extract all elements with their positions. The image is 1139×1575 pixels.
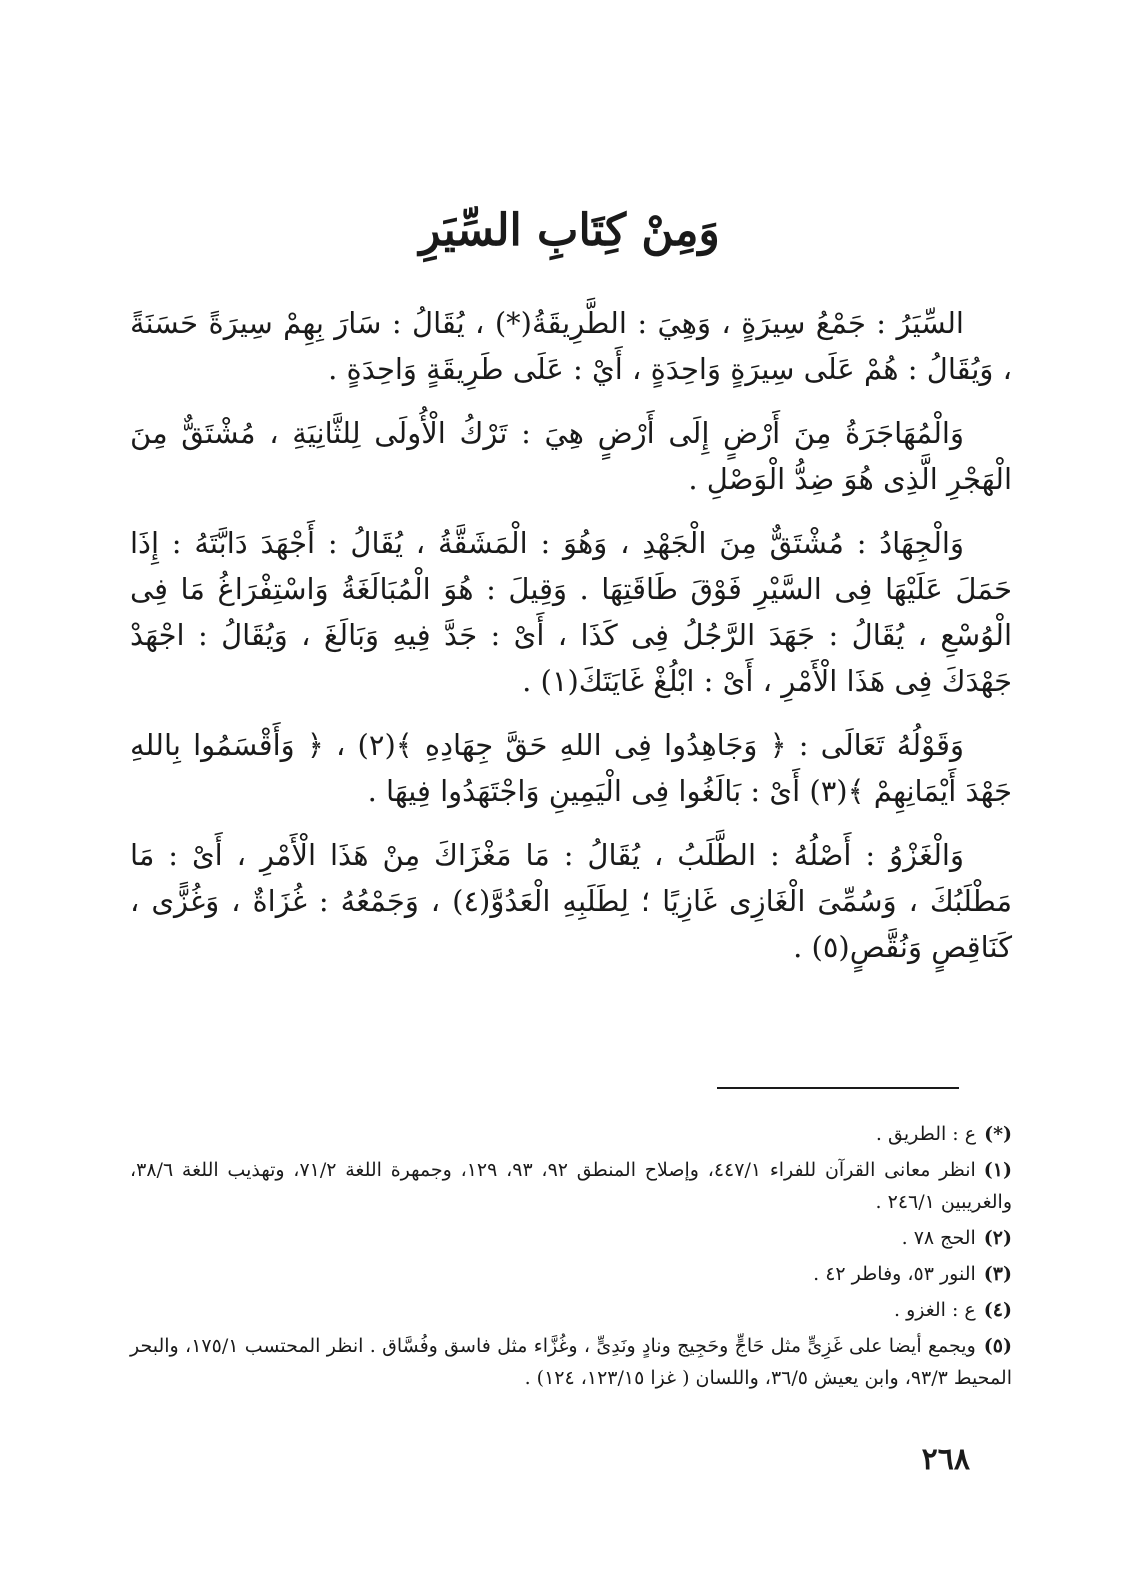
footnote-text: ع : الطريق . (875, 1123, 977, 1145)
paragraph-ghazw: وَالْغَزْوُ : أَصْلُهُ : الطَّلَبُ ، يُقَالُ : مَا مَغْزَاكَ مِنْ هَذَا الْأَمْرِ ، أَىْ : مَا مَطْلَبُكَ ، وَسُمِّىَ الْغَازِى غَازِيًا ؛ لِطَلَبِهِ الْعَدُوَّ(٤) ، وَجَمْعُهُ : غُزَاةٌ ، وَغُزًّى ، كَنَاقِصٍ وَنُقَّصٍ(٥) . (130, 838, 1013, 964)
footnote-item (130, 1330, 1012, 1394)
footnote-divider (717, 1087, 959, 1089)
chapter-title: وَمِنْ كِتَابِ السِّيَرِ (419, 205, 720, 256)
footnote-mark: (٥) (983, 1335, 1012, 1357)
page-number: ٢٦٨ (921, 1442, 970, 1477)
footnote-mark: (٣) (983, 1263, 1012, 1285)
footnote-item (130, 1294, 1012, 1326)
footnote-item (130, 1258, 1012, 1290)
paragraph-jihad: وَالْجِهَادُ : مُشْتَقٌّ مِنَ الْجَهْدِ ، وَهُوَ : الْمَشَقَّةُ ، يُقَالُ : أَجْهَدَ دَابَّتَهُ : إِذَا حَمَلَ عَلَيْهَا فِى السَّيْرِ فَوْقَ طَاقَتِهَا . وَقِيلَ : هُوَ الْمُبَالَغَةُ وَاسْتِفْرَاغُ مَا فِى الْوُسْعِ ، يُقَالُ : جَهَدَ الرَّجُلُ فِى كَذَا ، أَىْ : جَدَّ فِيهِ وَبَالَغَ ، وَيُقَالُ : اجْهَدْ جَهْدَكَ فِى هَذَا الْأَمْرِ ، أَىْ : ابْلُغْ غَايَتَكَ(١) . (130, 526, 1012, 698)
footnote-mark: (٤) (983, 1299, 1012, 1321)
footnote-item (130, 1118, 1012, 1150)
footnote-text: ويجمع أيضا على غَزِىٍّ مثل حَاجٍّ وحَجِيج ونادٍ ونَدِىٍّ ، وغُزَّاء مثل فاسق وفُسَّاق . انظر المحتسب ١٧٥/١، والبحر المحيط ٩٣/٣، وابن يعيش ٣٦/٥، واللسان ( غزا ١٢٣/١٥، ١٢٤) . (130, 1335, 1012, 1389)
footnotes (130, 1118, 1012, 1398)
footnote-text: الحج ٧٨ . (901, 1227, 976, 1249)
footnote-text: ع : الغزو . (893, 1299, 976, 1321)
footnote-item (130, 1222, 1012, 1254)
paragraph-quranic-verses: وَقَوْلُهُ تَعَالَى : ﴿ وَجَاهِدُوا فِى اللهِ حَقَّ جِهَادِهِ ﴾(٢) ، ﴿ وَأَقْسَمُوا بِاللهِ جَهْدَ أَيْمَانِهِمْ ﴾(٣) أَىْ : بَالَغُوا فِى الْيَمِينِ وَاجْتَهَدُوا فِيهَا . (130, 728, 1012, 808)
footnote-text: النور ٥٣، وفاطر ٤٢ . (813, 1263, 976, 1285)
paragraph-siyar: السِّيَرُ : جَمْعُ سِيرَةٍ ، وَهِيَ : الطَّرِيقَةُ(*) ، يُقَالُ : سَارَ بِهِمْ سِيرَةً حَسَنَةً ، وَيُقَالُ : هُمْ عَلَى سِيرَةٍ وَاحِدَةٍ ، أَيْ : عَلَى طَرِيقَةٍ وَاحِدَةٍ . (130, 306, 1012, 386)
footnote-text: انظر معانى القرآن للفراء ٤٤٧/١، وإصلاح المنطق ٩٢، ٩٣، ١٢٩، وجمهرة اللغة ٧١/٢، وتهذيب اللغة ٣٨/٦، والغريبين ٢٤٦/١ . (130, 1159, 1012, 1213)
footnote-mark: (٢) (983, 1227, 1012, 1249)
paragraph-muhajara: وَالْمُهَاجَرَةُ مِنَ أَرْضٍ إِلَى أَرْضٍ هِيَ : تَرْكُ الْأُولَى لِلثَّانِيَةِ ، مُشْتَقٌّ مِنَ الْهَجْرِ الَّذِى هُوَ ضِدُّ الْوَصْلِ . (130, 416, 1012, 496)
main-text (130, 300, 1012, 988)
footnote-item (130, 1154, 1012, 1218)
footnote-mark: (١) (983, 1159, 1013, 1181)
footnote-mark: (*) (984, 1123, 1012, 1145)
